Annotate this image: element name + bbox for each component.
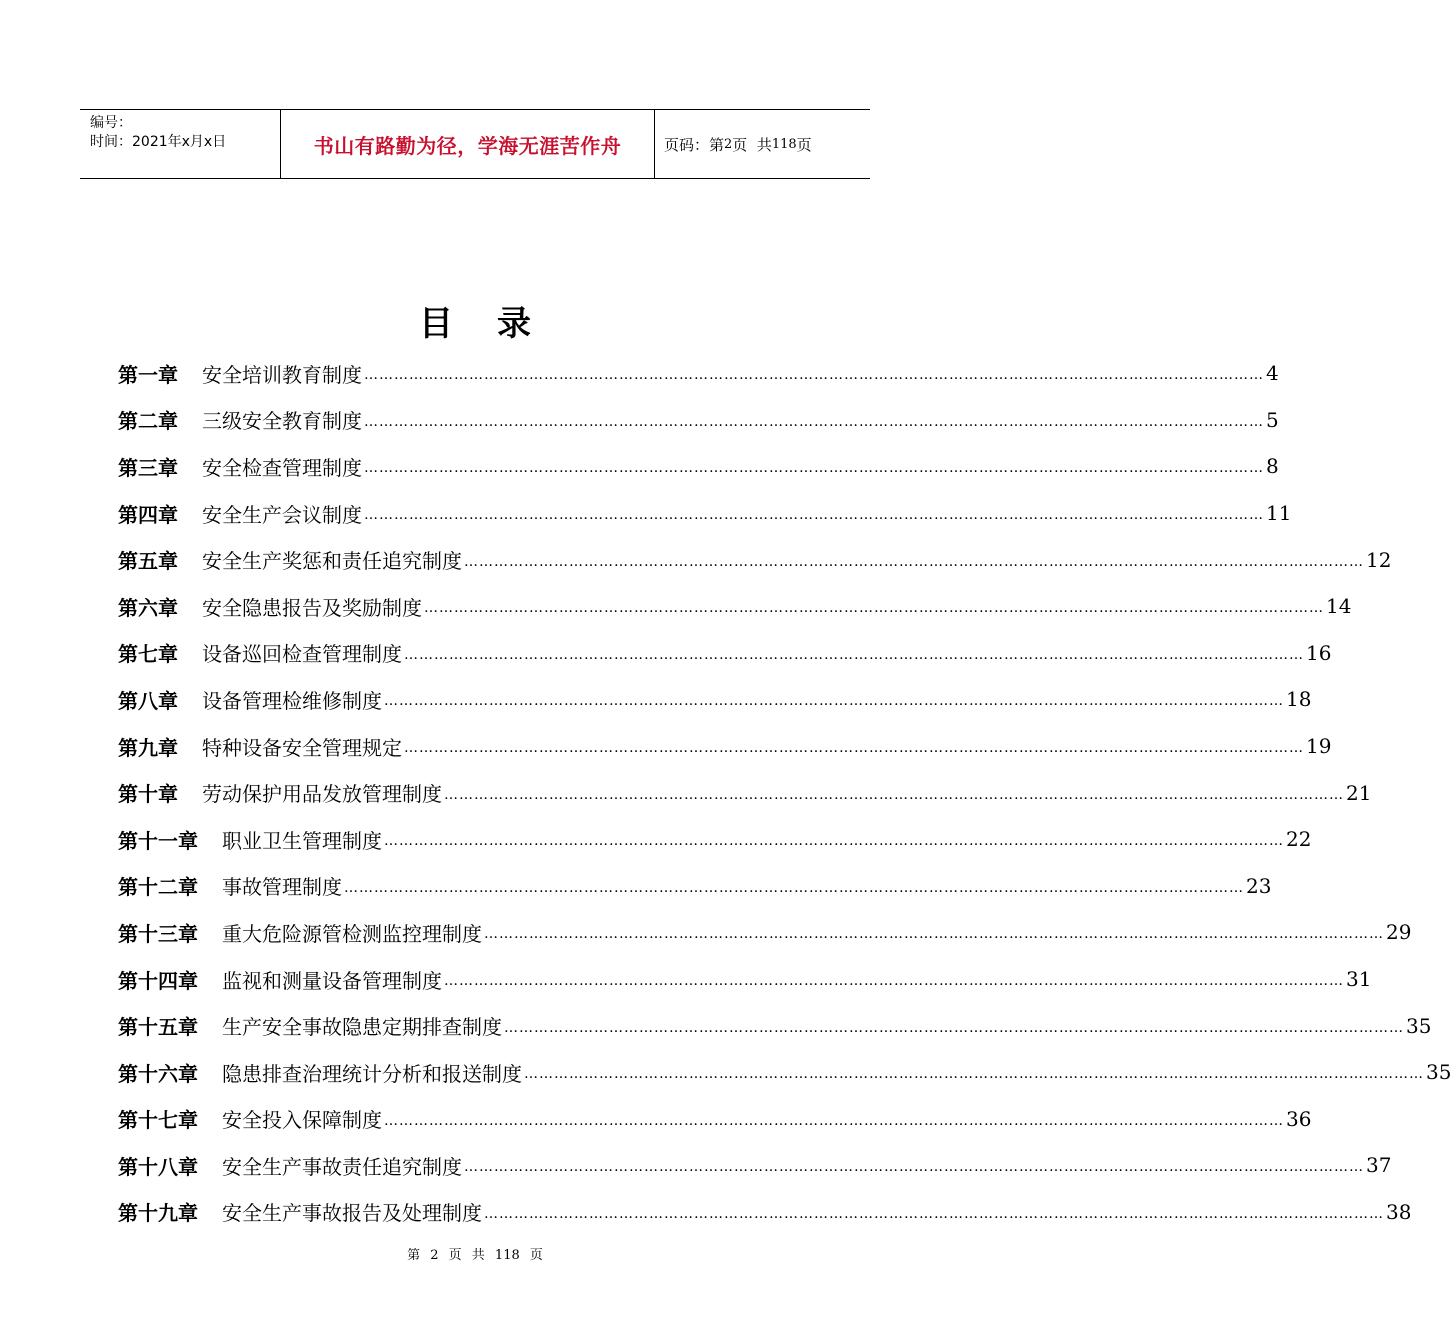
- toc-chapter-label: 第二章: [118, 409, 178, 434]
- toc-chapter-label: 第四章: [118, 502, 178, 527]
- toc-page-number: 11: [1266, 501, 1292, 526]
- toc-leader-dots: ………………………………………………………………………………………………………………………………………………………………: [364, 460, 1264, 477]
- toc-chapter-label: 第七章: [118, 642, 178, 667]
- toc-chapter-label: 第十九章: [118, 1201, 198, 1226]
- toc-chapter-label: 第五章: [118, 549, 178, 574]
- toc-entry[interactable]: [118, 1002, 1432, 1049]
- toc-title: 目录: [419, 304, 575, 344]
- toc-entry[interactable]: [118, 676, 1312, 723]
- toc-leader-dots: ………………………………………………………………………………………………………………………………………………………………: [384, 693, 1284, 710]
- toc-page-number: 35: [1426, 1060, 1451, 1085]
- toc-entry[interactable]: [118, 769, 1372, 816]
- toc-page-number: 36: [1286, 1106, 1312, 1131]
- toc-leader-dots: ………………………………………………………………………………………………………………………………………………………………: [364, 507, 1264, 524]
- toc-leader-dots: ………………………………………………………………………………………………………………………………………………………………: [384, 1112, 1284, 1129]
- page-header: [80, 109, 870, 179]
- toc-chapter-label: 第十六章: [118, 1061, 198, 1086]
- toc-chapter-name: 特种设备安全管理规定: [202, 735, 402, 760]
- toc-chapter-name: 设备管理检维修制度: [202, 688, 382, 713]
- toc-leader-dots: ………………………………………………………………………………………………………………………………………………………………: [364, 367, 1264, 384]
- toc-entry[interactable]: [118, 536, 1392, 583]
- toc-page-number: 21: [1346, 780, 1372, 805]
- page-footer: 第 2 页 共 118 页: [407, 1248, 543, 1263]
- header-divider: [654, 110, 655, 178]
- toc-chapter-label: 第十八章: [118, 1154, 198, 1179]
- toc-entry[interactable]: [118, 583, 1352, 630]
- toc-chapter-name: 安全生产会议制度: [202, 502, 362, 527]
- page-code-prefix: 页码：第: [664, 135, 725, 154]
- toc-page-number: 35: [1406, 1013, 1432, 1038]
- toc-page-number: 8: [1266, 454, 1279, 479]
- toc-chapter-label: 第九章: [118, 735, 178, 760]
- toc-leader-dots: ………………………………………………………………………………………………………………………………………………………………: [404, 646, 1304, 663]
- toc-entry[interactable]: [118, 1096, 1312, 1143]
- toc-leader-dots: ………………………………………………………………………………………………………………………………………………………………: [344, 879, 1244, 896]
- toc-page-number: 5: [1266, 407, 1279, 432]
- toc-chapter-label: 第十七章: [118, 1108, 198, 1133]
- toc-chapter-name: 监视和测量设备管理制度: [222, 968, 442, 993]
- toc-chapter-name: 职业卫生管理制度: [222, 828, 382, 853]
- toc-chapter-label: 第十一章: [118, 828, 198, 853]
- toc-page-number: 23: [1246, 873, 1272, 898]
- toc-entry[interactable]: [118, 723, 1332, 770]
- toc-chapter-name: 安全检查管理制度: [202, 455, 362, 480]
- header-meta: [90, 114, 280, 152]
- toc-page-number: 4: [1266, 361, 1279, 386]
- toc-entry[interactable]: [118, 909, 1412, 956]
- toc-leader-dots: ………………………………………………………………………………………………………………………………………………………………: [524, 1066, 1424, 1083]
- toc-chapter-label: 第十五章: [118, 1015, 198, 1040]
- page-code-current: 2: [724, 136, 733, 152]
- document-time-label: 时间：2021年x月x日: [90, 134, 227, 150]
- toc-chapter-label: 第八章: [118, 688, 178, 713]
- toc-entry[interactable]: [118, 397, 1279, 444]
- page-code-suffix: 页: [796, 135, 812, 154]
- toc-leader-dots: ………………………………………………………………………………………………………………………………………………………………: [464, 1159, 1364, 1176]
- toc-entry[interactable]: [118, 443, 1279, 490]
- table-of-contents: [118, 350, 1451, 1235]
- toc-chapter-name: 安全培训教育制度: [202, 362, 362, 387]
- toc-leader-dots: ………………………………………………………………………………………………………………………………………………………………: [484, 1205, 1384, 1222]
- toc-page-number: 14: [1326, 594, 1352, 619]
- toc-chapter-name: 事故管理制度: [222, 875, 342, 900]
- toc-entry[interactable]: [118, 816, 1312, 863]
- toc-chapter-name: 三级安全教育制度: [202, 409, 362, 434]
- toc-entry[interactable]: [118, 863, 1272, 910]
- toc-page-number: 31: [1346, 967, 1372, 992]
- toc-leader-dots: ………………………………………………………………………………………………………………………………………………………………: [504, 1019, 1404, 1036]
- toc-chapter-name: 安全投入保障制度: [222, 1108, 382, 1133]
- toc-leader-dots: ………………………………………………………………………………………………………………………………………………………………: [444, 973, 1344, 990]
- toc-leader-dots: ………………………………………………………………………………………………………………………………………………………………: [424, 600, 1324, 617]
- toc-chapter-label: 第十章: [118, 782, 178, 807]
- toc-leader-dots: ………………………………………………………………………………………………………………………………………………………………: [384, 833, 1284, 850]
- toc-leader-dots: ………………………………………………………………………………………………………………………………………………………………: [404, 740, 1304, 757]
- toc-page-number: 38: [1386, 1199, 1412, 1224]
- toc-page-number: 19: [1306, 734, 1332, 759]
- toc-entry[interactable]: [118, 956, 1372, 1003]
- toc-chapter-label: 第三章: [118, 455, 178, 480]
- toc-chapter-name: 安全生产事故责任追究制度: [222, 1154, 462, 1179]
- toc-chapter-name: 重大危险源管检测监控理制度: [222, 921, 482, 946]
- toc-page-number: 18: [1286, 687, 1312, 712]
- toc-chapter-name: 设备巡回检查管理制度: [202, 642, 402, 667]
- toc-chapter-name: 生产安全事故隐患定期排查制度: [222, 1015, 502, 1040]
- header-motto: 书山有路勤为径，学海无涯苦作舟: [313, 133, 622, 158]
- toc-chapter-label: 第十四章: [118, 968, 198, 993]
- toc-page-number: 29: [1386, 920, 1412, 945]
- toc-entry[interactable]: [118, 1049, 1451, 1096]
- toc-chapter-label: 第十三章: [118, 921, 198, 946]
- toc-page-number: 37: [1366, 1153, 1392, 1178]
- page-code-total: 118: [771, 136, 797, 152]
- toc-chapter-name: 安全生产事故报告及处理制度: [222, 1201, 482, 1226]
- toc-leader-dots: ………………………………………………………………………………………………………………………………………………………………: [364, 413, 1264, 430]
- toc-chapter-name: 安全隐患报告及奖励制度: [202, 595, 422, 620]
- page-code-middle: 页 共: [732, 135, 772, 154]
- document-number-label: 编号：: [90, 115, 132, 131]
- toc-chapter-label: 第一章: [118, 362, 178, 387]
- header-page-code: [664, 110, 812, 178]
- toc-page-number: 22: [1286, 827, 1312, 852]
- toc-chapter-name: 隐患排查治理统计分析和报送制度: [222, 1061, 522, 1086]
- toc-entry[interactable]: [118, 490, 1292, 537]
- toc-leader-dots: ………………………………………………………………………………………………………………………………………………………………: [464, 553, 1364, 570]
- toc-entry[interactable]: [118, 630, 1332, 677]
- toc-entry[interactable]: [118, 350, 1279, 397]
- toc-chapter-label: 第六章: [118, 595, 178, 620]
- toc-chapter-name: 劳动保护用品发放管理制度: [202, 782, 442, 807]
- toc-page-number: 16: [1306, 640, 1332, 665]
- toc-chapter-label: 第十二章: [118, 875, 198, 900]
- toc-entry[interactable]: [118, 1142, 1392, 1189]
- toc-leader-dots: ………………………………………………………………………………………………………………………………………………………………: [444, 786, 1344, 803]
- toc-leader-dots: ………………………………………………………………………………………………………………………………………………………………: [484, 926, 1384, 943]
- toc-chapter-name: 安全生产奖惩和责任追究制度: [202, 549, 462, 574]
- toc-page-number: 12: [1366, 547, 1392, 572]
- toc-entry[interactable]: [118, 1189, 1412, 1236]
